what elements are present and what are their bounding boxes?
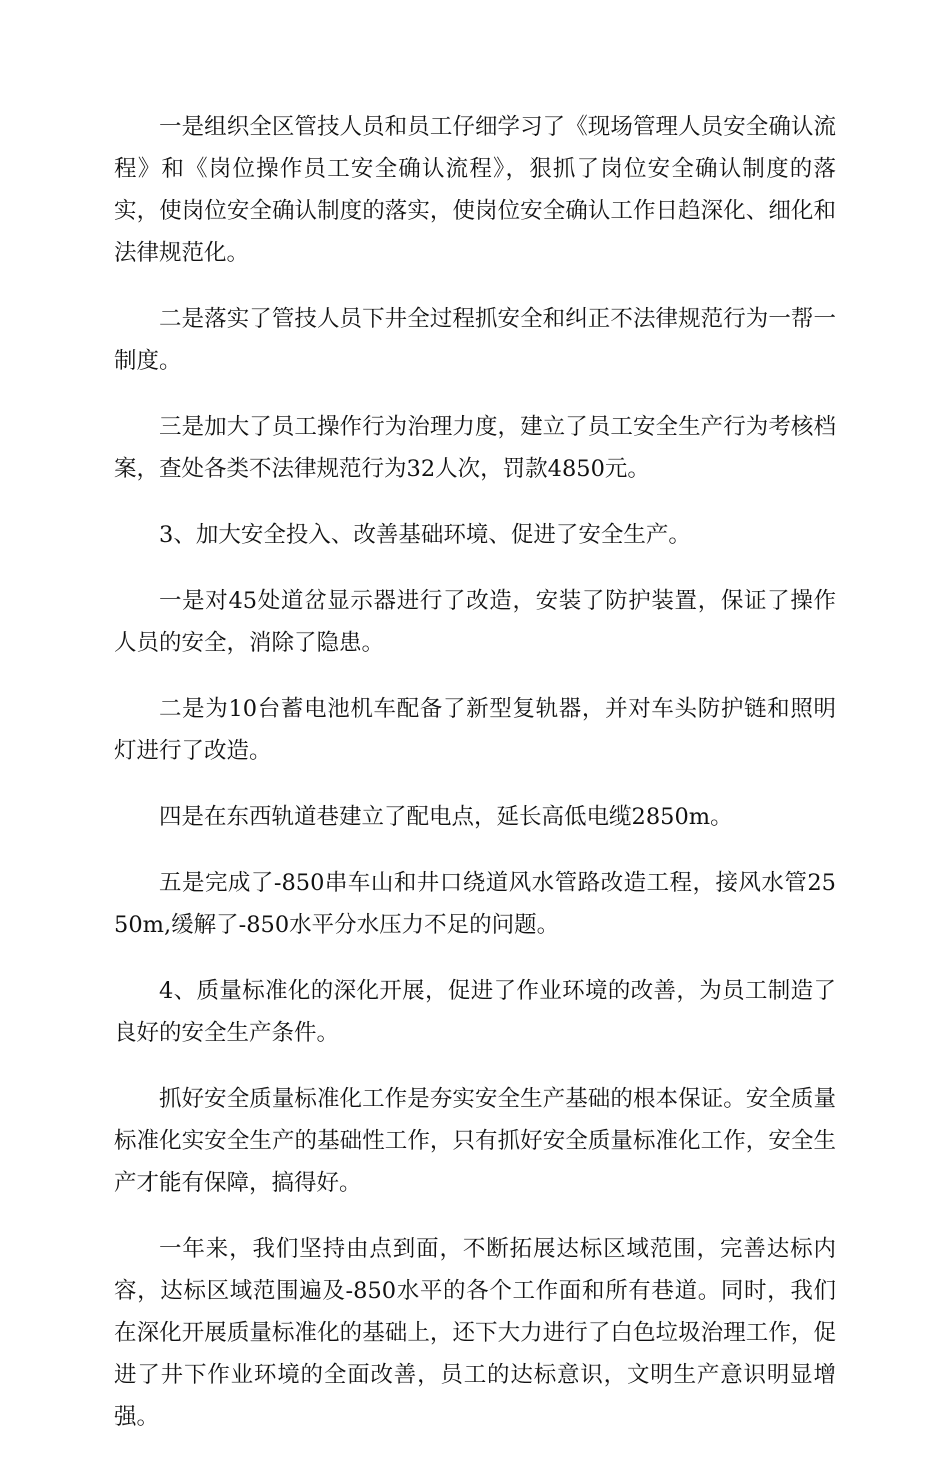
paragraph: 一是对45处道岔显示器进行了改造，安装了防护装置，保证了操作人员的安全，消除了隐患。 <box>114 588 836 656</box>
paragraph: 二是为10台蓄电池机车配备了新型复轨器，并对车头防护链和照明灯进行了改造。 <box>114 696 836 764</box>
paragraph: 抓好安全质量标准化工作是夯实安全生产基础的根本保证。安全质量标准化实安全生产的基础性工作，只有抓好安全质量标准化工作，安全生产才能有保障，搞得好。 <box>114 1086 836 1196</box>
section-heading: 4、质量标准化的深化开展，促进了作业环境的改善，为员工制造了良好的安全生产条件。 <box>114 978 836 1046</box>
paragraph: 三是加大了员工操作行为治理力度，建立了员工安全生产行为考核档案，查处各类不法律规范行为32人次，罚款4850元。 <box>114 414 836 482</box>
paragraph: 一是组织全区管技人员和员工仔细学习了《现场管理人员安全确认流程》和《岗位操作员工安全确认流程》，狠抓了岗位安全确认制度的落实，使岗位安全确认制度的落实，使岗位安全确认工作日趋深化、细化和法律规范化。 <box>114 114 836 266</box>
document-body <box>114 106 836 1462</box>
paragraph: 一年来，我们坚持由点到面，不断拓展达标区域范围，完善达标内容，达标区域范围遍及-850水平的各个工作面和所有巷道。同时，我们在深化开展质量标准化的基础上，还下大力进行了白色垃圾治理工作，促进了井下作业环境的全面改善，员工的达标意识，文明生产意识明显增强。 <box>114 1236 836 1430</box>
paragraph: 五是完成了-850串车山和井口绕道风水管路改造工程，接风水管2550m,缓解了-850水平分水压力不足的问题。 <box>114 870 836 938</box>
section-heading: 3、加大安全投入、改善基础环境、促进了安全生产。 <box>159 522 691 548</box>
paragraph: 四是在东西轨道巷建立了配电点，延长高低电缆2850m。 <box>159 804 733 830</box>
paragraph: 二是落实了管技人员下井全过程抓安全和纠正不法律规范行为一帮一制度。 <box>114 306 836 374</box>
